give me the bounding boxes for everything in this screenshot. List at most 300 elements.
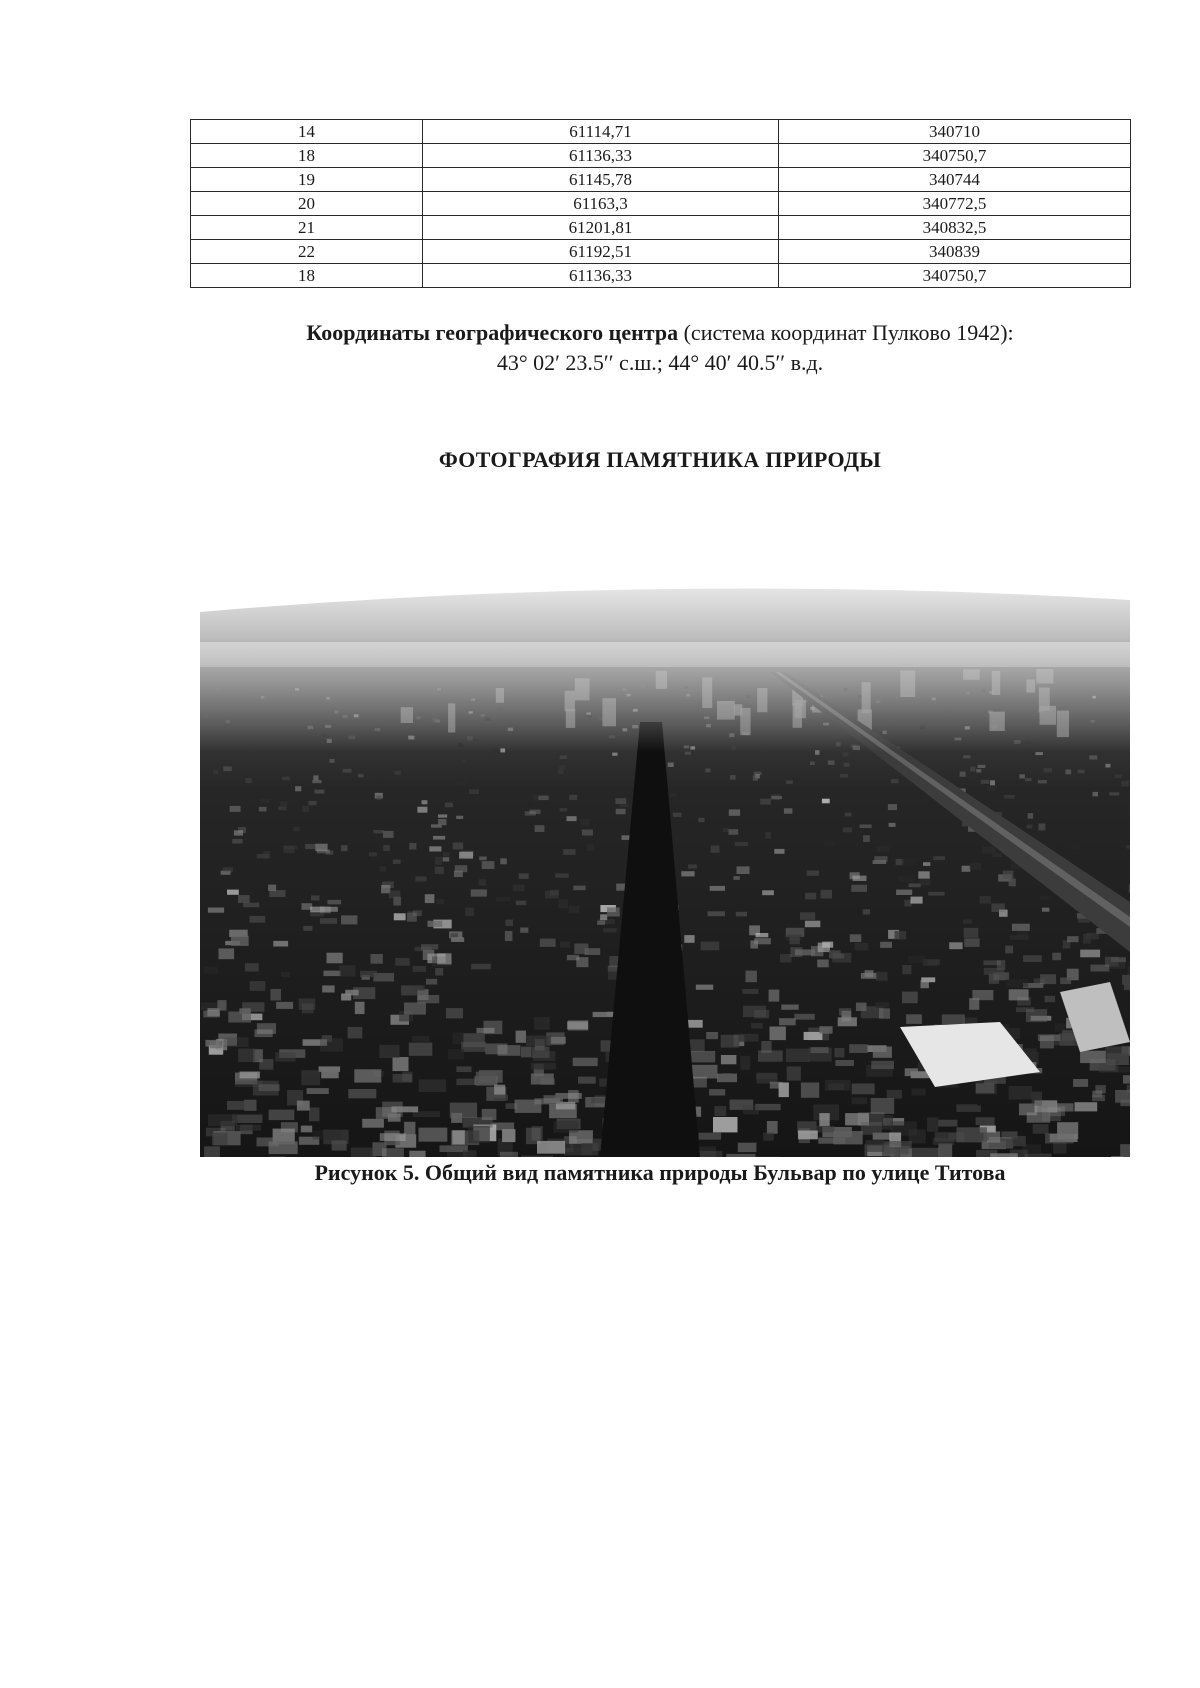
photo-rooftop	[428, 921, 443, 927]
photo-rooftop	[324, 907, 338, 912]
photo-rooftop	[310, 907, 324, 913]
photo-rooftop	[705, 769, 710, 773]
photo-rooftop	[756, 933, 769, 937]
photo-rooftop	[963, 755, 970, 758]
photo-rooftop	[301, 1070, 320, 1085]
photo-rooftop	[1025, 778, 1031, 781]
photo-rooftop	[422, 800, 428, 804]
photo-rooftop	[1128, 967, 1131, 975]
photo-rooftop	[435, 867, 444, 874]
photo-rooftop	[761, 1041, 771, 1053]
geographic-center-coords: 43° 02′ 23.5′′ с.ш.; 44° 40′ 40.5′′ в.д.	[496, 350, 824, 375]
photo-rooftop	[927, 1117, 938, 1131]
photo-rooftop	[1060, 978, 1071, 985]
photo-rooftop	[743, 1105, 759, 1114]
photo-rooftop	[450, 1103, 477, 1118]
photo-rooftop	[371, 954, 383, 964]
photo-rooftop	[313, 1131, 341, 1140]
photo-rooftop	[1073, 1079, 1088, 1087]
photo-rooftop	[271, 989, 282, 1001]
photo-rooftop	[960, 772, 966, 777]
point-number-cell: 19	[191, 168, 423, 192]
photo-rooftop	[698, 818, 704, 822]
photo-rooftop	[1075, 1102, 1098, 1111]
x-coordinate-cell: 61163,3	[423, 192, 779, 216]
photo-rooftop	[938, 1143, 952, 1157]
photo-rooftop	[1089, 755, 1097, 759]
photo-rooftop	[1091, 965, 1110, 972]
photo-rooftop	[500, 1152, 518, 1157]
photo-rooftop	[990, 1153, 1018, 1157]
photo-rooftop	[884, 1141, 912, 1154]
photo-rooftop	[923, 959, 939, 966]
photo-rooftop	[1009, 879, 1016, 887]
photo-rooftop	[1040, 895, 1052, 900]
photo-rooftop	[383, 845, 390, 851]
photo-rooftop	[1095, 1085, 1105, 1093]
photo-rooftop	[709, 1089, 725, 1095]
photo-rooftop	[321, 1072, 339, 1079]
photo-rooftop	[463, 1150, 477, 1157]
photo-rooftop	[354, 1069, 381, 1082]
x-coordinate-cell: 61136,33	[423, 144, 779, 168]
photo-rooftop	[526, 1036, 551, 1047]
photo-rooftop	[419, 1080, 447, 1093]
photo-rooftop	[409, 1043, 433, 1056]
photo-rooftop	[435, 968, 443, 976]
photo-rooftop	[541, 1079, 555, 1085]
photo-rooftop	[1039, 823, 1046, 830]
photo-rooftop	[762, 890, 774, 895]
photo-rooftop	[906, 1014, 922, 1024]
photo-rooftop	[568, 1090, 579, 1103]
photo-rooftop	[404, 1122, 415, 1135]
photo-rooftop	[825, 1080, 851, 1091]
photo-rooftop	[278, 806, 286, 810]
photo-rooftop	[856, 1003, 867, 1011]
photo-rooftop	[879, 1008, 890, 1018]
y-coordinate-cell: 340710	[779, 120, 1131, 144]
photo-rooftop	[828, 761, 835, 765]
photo-rooftop	[839, 1008, 851, 1015]
photo-rooftop	[928, 892, 944, 896]
photo-rooftop	[751, 1023, 763, 1029]
photo-rooftop	[294, 827, 300, 831]
photo-rooftop	[379, 1045, 399, 1058]
photo-rooftop	[479, 857, 486, 861]
photo-rooftop	[969, 998, 979, 1010]
photo-rooftop	[909, 883, 921, 887]
photo-rooftop	[461, 1042, 486, 1052]
photo-rooftop	[453, 843, 464, 850]
photo-rooftop	[911, 897, 923, 904]
photo-rooftop	[684, 935, 694, 943]
point-number-cell: 18	[191, 264, 423, 288]
photo-rooftop	[559, 765, 566, 769]
photo-rooftop	[701, 942, 720, 951]
photo-rooftop	[736, 912, 747, 917]
photo-rooftop	[774, 849, 784, 854]
photo-rooftop	[1092, 1095, 1105, 1101]
photo-rooftop	[753, 775, 758, 780]
photo-rooftop	[479, 879, 486, 886]
photo-rooftop	[319, 1066, 341, 1072]
photo-rooftop	[456, 1066, 471, 1072]
photo-rooftop	[255, 1029, 273, 1037]
photo-rooftop	[477, 1028, 495, 1033]
photo-rooftop	[769, 990, 780, 1002]
photo-rooftop	[355, 1002, 365, 1014]
y-coordinate-cell: 340772,5	[779, 192, 1131, 216]
geographic-center-label	[150, 318, 1170, 348]
photo-rooftop	[1120, 1144, 1130, 1157]
photo-rooftop	[208, 908, 224, 913]
photo-rooftop	[865, 970, 874, 977]
photo-rooftop	[417, 995, 439, 1003]
photo-rooftop	[459, 852, 473, 859]
photo-rooftop	[1003, 871, 1014, 879]
table-row	[191, 240, 1131, 264]
photo-rooftop	[1122, 975, 1130, 985]
photo-rooftop	[563, 849, 575, 855]
photo-rooftop	[230, 806, 241, 812]
photo-rooftop	[445, 803, 453, 808]
photo-rooftop	[976, 769, 981, 772]
photo-rooftop	[305, 844, 316, 849]
photo-rooftop	[845, 813, 852, 817]
photo-rooftop	[462, 759, 467, 763]
photo-rooftop	[521, 1047, 531, 1058]
photo-rooftop	[763, 1133, 774, 1141]
photo-rooftop	[987, 787, 997, 791]
photo-rooftop	[981, 780, 989, 784]
photo-rooftop	[327, 953, 343, 964]
photo-rooftop	[888, 804, 897, 810]
photo-rooftop	[297, 1101, 310, 1111]
photo-rooftop	[227, 1101, 244, 1110]
photo-rooftop	[876, 972, 888, 981]
photo-rooftop	[582, 830, 593, 836]
photo-rooftop	[860, 825, 872, 829]
photo-rooftop	[993, 853, 1003, 857]
photo-rooftop	[719, 765, 724, 768]
photo-rooftop	[269, 890, 285, 897]
photo-rooftop	[1044, 768, 1052, 772]
photo-rooftop	[242, 1002, 264, 1012]
photo-rooftop	[1045, 996, 1056, 1002]
photo-rooftop	[933, 1138, 955, 1145]
photo-rooftop	[382, 1148, 404, 1157]
photo-rooftop	[1033, 1124, 1049, 1134]
photo-rooftop	[203, 1011, 220, 1018]
photo-rooftop	[1009, 989, 1029, 1000]
photo-rooftop	[317, 850, 330, 854]
photo-rooftop	[234, 830, 243, 835]
photo-rooftop	[942, 1014, 965, 1024]
photo-rooftop	[784, 808, 793, 813]
photo-rooftop	[531, 1063, 556, 1070]
photo-rooftop	[283, 846, 294, 854]
photo-rooftop	[494, 1095, 508, 1101]
photo-rooftop	[721, 1035, 740, 1048]
table-row	[191, 144, 1131, 168]
photo-rooftop	[805, 893, 816, 900]
photo-rooftop	[320, 918, 337, 924]
photo-rooftop	[217, 1000, 226, 1011]
photo-rooftop	[395, 958, 410, 966]
photo-rooftop	[1032, 1092, 1042, 1106]
photo-rooftop	[302, 806, 309, 812]
aerial-city-photo-image	[200, 572, 1130, 1157]
photo-rooftop	[1111, 957, 1126, 962]
photo-rooftop	[726, 1154, 755, 1157]
photo-rooftop	[519, 873, 529, 878]
photo-rooftop	[471, 964, 491, 970]
photo-rooftop	[970, 767, 975, 772]
photo-rooftop	[437, 953, 451, 964]
photo-rooftop	[1111, 1156, 1123, 1157]
photo-rooftop	[880, 942, 892, 948]
point-number-cell: 14	[191, 120, 423, 144]
table-row	[191, 168, 1131, 192]
photo-rooftop	[1009, 1086, 1033, 1100]
photo-rooftop	[873, 1047, 892, 1058]
point-number-cell: 21	[191, 216, 423, 240]
photo-rooftop	[681, 871, 694, 876]
photo-rooftop	[855, 943, 868, 951]
photo-rooftop	[308, 801, 316, 805]
photo-rooftop	[735, 842, 748, 846]
geographic-center	[150, 318, 1170, 378]
photo-rooftop	[756, 1074, 777, 1079]
photo-rooftop	[257, 854, 269, 858]
photo-rooftop	[540, 939, 556, 947]
photo-rooftop	[790, 947, 802, 957]
photo-rooftop	[238, 1049, 255, 1062]
photo-rooftop	[534, 1098, 563, 1104]
photo-rooftop	[502, 1129, 515, 1142]
y-coordinate-cell: 340750,7	[779, 264, 1131, 288]
photo-rooftop	[269, 1110, 295, 1121]
photo-rooftop	[351, 1148, 376, 1157]
photo-rooftop	[1065, 769, 1071, 774]
photo-rooftop	[555, 874, 569, 878]
photo-rooftop	[1067, 936, 1078, 942]
photo-rooftop	[236, 1125, 261, 1131]
photo-rooftop	[1124, 984, 1130, 990]
photo-rooftop	[1115, 774, 1122, 778]
photo-rooftop	[455, 865, 468, 872]
photo-section-title: ФОТОГРАФИЯ ПАМЯТНИКА ПРИРОДЫ	[438, 447, 882, 472]
aerial-city-photo	[200, 572, 1130, 1157]
photo-rooftop	[822, 799, 830, 804]
photo-rooftop	[729, 809, 740, 815]
photo-rooftop	[1005, 946, 1013, 954]
photo-rooftop	[819, 1026, 832, 1034]
photo-rooftop	[964, 938, 979, 947]
y-coordinate-cell: 340750,7	[779, 144, 1131, 168]
photo-rooftop	[259, 1084, 280, 1091]
photo-rooftop	[569, 906, 580, 914]
photo-rooftop	[1071, 843, 1080, 849]
photo-rooftop	[1023, 955, 1042, 962]
photo-rooftop	[435, 857, 442, 865]
photo-rooftop	[696, 985, 713, 990]
table-row	[191, 192, 1131, 216]
photo-rooftop	[889, 823, 896, 827]
photo-rooftop	[816, 1126, 835, 1133]
photo-rooftop	[593, 1012, 617, 1017]
photo-rooftop	[853, 876, 867, 881]
photo-rooftop	[281, 972, 290, 977]
photo-rooftop	[320, 1038, 343, 1052]
x-coordinate-cell: 61145,78	[423, 168, 779, 192]
photo-rooftop	[976, 1117, 995, 1125]
photo-rooftop	[313, 775, 318, 780]
x-coordinate-cell: 61136,33	[423, 264, 779, 288]
photo-rooftop	[443, 857, 450, 861]
y-coordinate-cell: 340744	[779, 168, 1131, 192]
photo-rooftop	[832, 953, 851, 963]
photo-rooftop	[905, 1068, 918, 1076]
photo-rooftop	[417, 807, 427, 813]
photo-rooftop	[520, 928, 528, 933]
photo-rooftop	[1042, 908, 1050, 912]
photo-rooftop	[471, 889, 487, 896]
photo-rooftop	[770, 1082, 783, 1089]
photo-rooftop	[456, 781, 466, 786]
photo-rooftop	[963, 920, 972, 924]
photo-rooftop	[938, 1120, 957, 1127]
photo-rooftop	[369, 852, 377, 856]
photo-rooftop	[436, 899, 444, 904]
photo-rooftop	[1034, 978, 1046, 984]
photo-rooftop	[228, 1012, 251, 1023]
photo-rooftop	[805, 921, 820, 928]
photo-rooftop	[760, 799, 771, 805]
photo-rooftop	[250, 916, 266, 923]
photo-rooftop	[587, 844, 594, 851]
photo-rooftop	[345, 990, 358, 996]
photo-rooftop	[243, 903, 259, 908]
photo-rooftop	[358, 774, 364, 777]
photo-rooftop	[204, 967, 218, 974]
photo-rooftop	[964, 928, 979, 938]
photo-rooftop	[921, 980, 929, 988]
photo-rooftop	[1038, 780, 1047, 783]
photo-rooftop	[835, 1060, 854, 1066]
photo-rooftop	[446, 1008, 463, 1018]
photo-rooftop	[273, 941, 288, 947]
photo-rooftop	[1012, 924, 1030, 931]
photo-rooftop	[257, 1138, 279, 1147]
photo-rooftop	[332, 1140, 347, 1150]
photo-rooftop	[429, 846, 441, 851]
photo-rooftop	[770, 1027, 786, 1041]
photo-rooftop	[240, 1072, 260, 1079]
photo-rooftop	[1105, 764, 1110, 768]
photo-rooftop	[534, 1017, 550, 1030]
photo-rooftop	[1109, 792, 1119, 795]
photo-rooftop	[714, 1106, 726, 1116]
photo-rooftop	[871, 1098, 895, 1114]
photo-rooftop	[789, 937, 800, 944]
photo-rooftop	[1080, 950, 1100, 958]
photo-rooftop	[425, 894, 435, 903]
photo-rooftop	[801, 1083, 819, 1098]
photo-rooftop	[281, 1122, 298, 1132]
photo-rooftop	[244, 1100, 256, 1111]
photo-rooftop	[456, 816, 463, 819]
photo-rooftop	[780, 954, 792, 963]
photo-rooftop	[580, 819, 589, 826]
photo-rooftop	[670, 793, 677, 797]
photo-rooftop	[1027, 825, 1033, 829]
photo-rooftop	[451, 937, 464, 942]
photo-rooftop	[521, 1156, 553, 1157]
photo-rooftop	[415, 876, 426, 881]
photo-rooftop	[850, 934, 862, 942]
photo-rooftop	[208, 1114, 237, 1126]
photo-rooftop	[1004, 795, 1015, 799]
photo-rooftop	[419, 1128, 448, 1142]
photo-rooftop	[668, 763, 674, 768]
photo-rooftop	[699, 1133, 721, 1140]
photo-rooftop	[1115, 1090, 1130, 1103]
photo-rooftop	[798, 1131, 818, 1140]
photo-rooftop	[380, 1133, 406, 1141]
photo-rooftop	[574, 944, 588, 955]
photo-rooftop	[688, 865, 697, 869]
photo-rooftop	[1028, 813, 1033, 819]
photo-rooftop	[740, 1056, 750, 1070]
geographic-center-label-rest: (система координат Пулково 1942):	[678, 320, 1014, 345]
photo-rooftop	[339, 965, 355, 976]
photo-rooftop	[840, 774, 848, 778]
photo-rooftop	[224, 1037, 249, 1047]
photo-rooftop	[819, 1113, 829, 1126]
photo-rooftop	[438, 814, 447, 817]
photo-rooftop	[311, 895, 320, 900]
photo-rooftop	[882, 1115, 894, 1130]
photo-rooftop	[1105, 1047, 1128, 1060]
photo-rooftop	[578, 1077, 596, 1084]
photo-rooftop	[558, 900, 568, 909]
photo-rooftop	[443, 852, 450, 856]
photo-rooftop	[380, 866, 386, 872]
photo-rooftop	[743, 1006, 766, 1017]
photo-rooftop	[393, 1074, 412, 1083]
photo-rooftop	[1052, 953, 1061, 961]
photo-rooftop	[1010, 935, 1029, 940]
photo-rooftop	[1123, 1075, 1130, 1083]
photo-rooftop	[843, 753, 849, 757]
photo-rooftop	[871, 1061, 894, 1069]
photo-rooftop	[482, 1109, 497, 1120]
point-number-cell: 20	[191, 192, 423, 216]
coordinates-table	[190, 119, 1131, 288]
photo-rooftop	[851, 885, 867, 892]
photo-rooftop	[573, 886, 585, 891]
photo-rooftop	[887, 1090, 902, 1099]
photo-rooftop	[711, 846, 720, 853]
photo-rooftop	[469, 789, 479, 794]
photo-rooftop	[863, 909, 870, 914]
photo-rooftop	[259, 807, 267, 812]
photo-rooftop	[245, 778, 251, 783]
photo-rooftop	[505, 931, 513, 941]
photo-rooftop	[933, 856, 945, 860]
